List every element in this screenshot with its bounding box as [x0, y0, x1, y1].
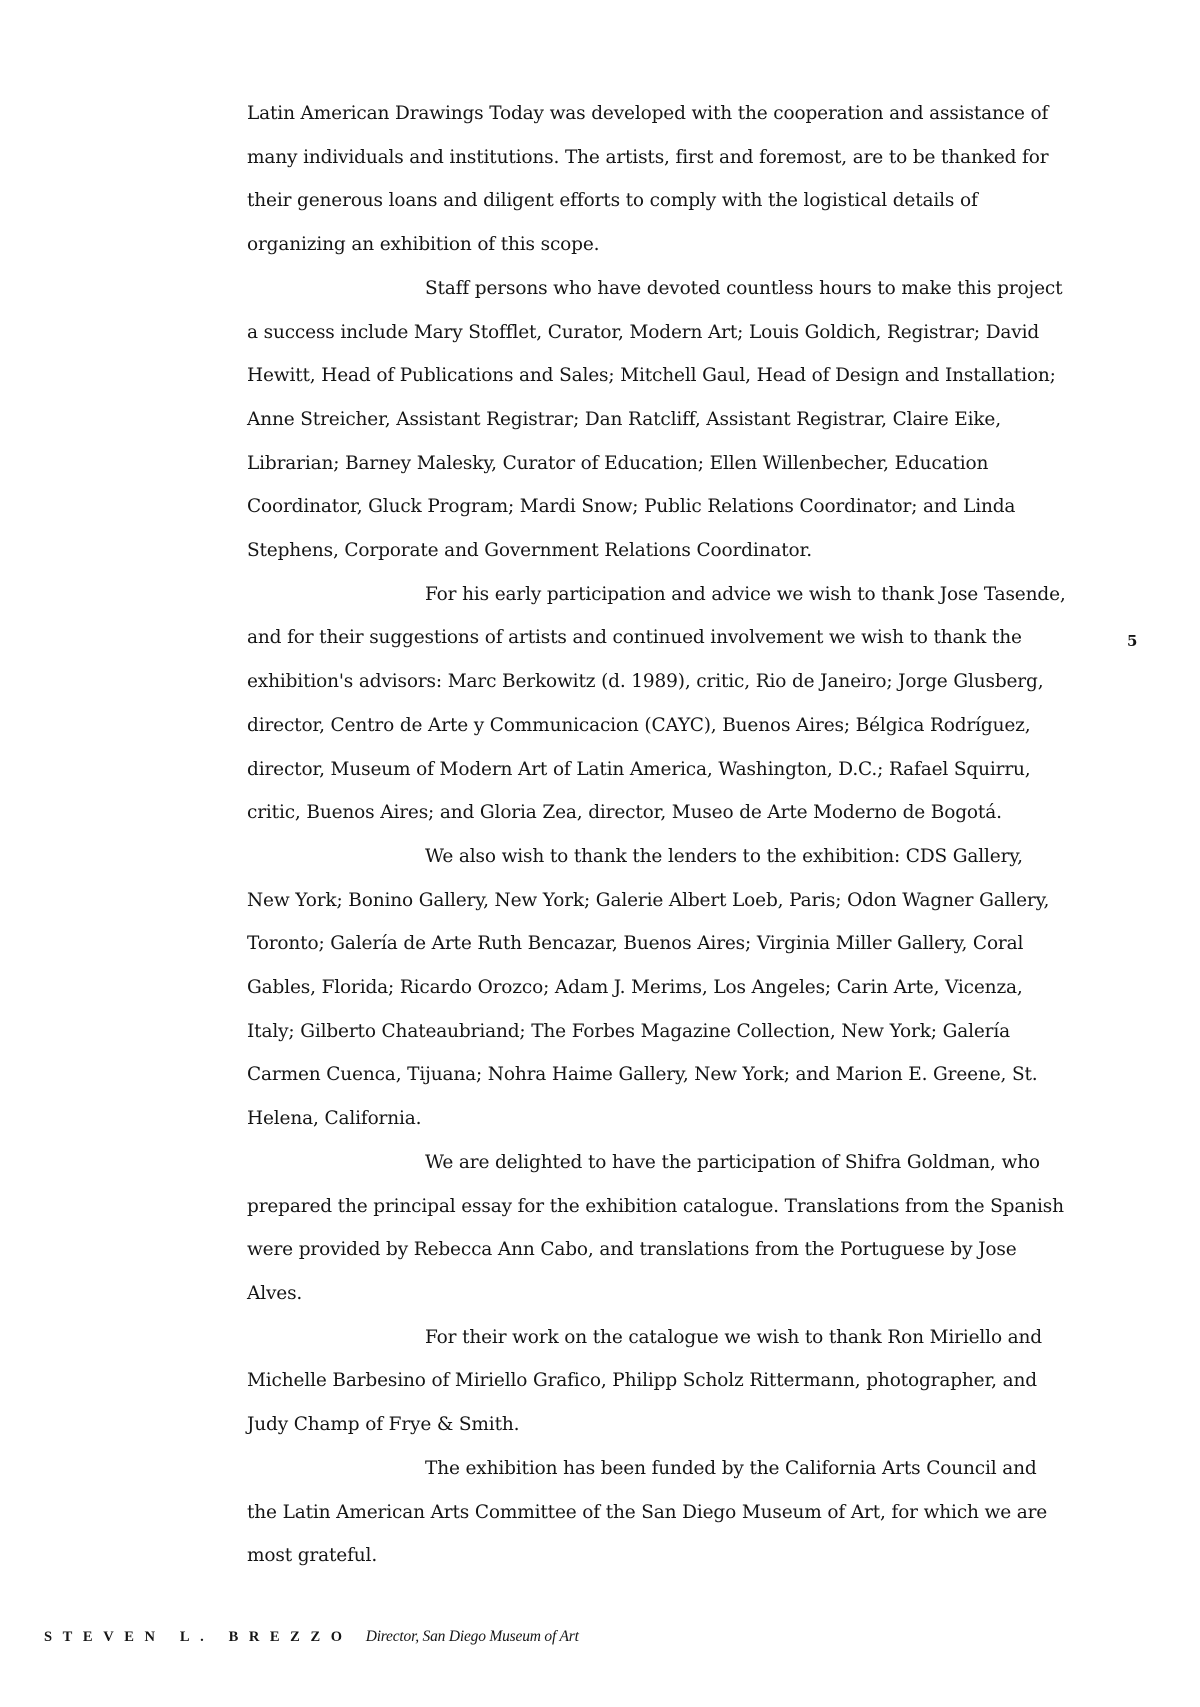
- paragraph-staff: Staff persons who have devoted countless hours to make this project a success include Mary Stofflet, Curator, Modern Art; Louis Goldich, Registrar; David Hewitt, Head of Publications and Sales; Mitchell Gaul, Head of Design and Installation; Anne Streicher, Assistant Registrar; Dan Ratcliff, Assistant Registrar, Claire Eike, Librarian; Barney Malesky, Curator of Education; Ellen Willenbecher, Education Coordinator, Gluck Program; Mardi Snow; Public Relations Coordinator; and Linda Stephens, Corporate and Government Relations Coordinator.: [247, 277, 1063, 562]
- paragraph-essay: We are delighted to have the participation of Shifra Goldman, who prepared the principal essay for the exhibition catalogue. Translations from the Spanish were provided by Rebecca Ann Cabo, and translations from the Portuguese by Jose Alves.: [247, 1151, 1064, 1304]
- acknowledgements-text: [247, 92, 1067, 1578]
- paragraph-lenders: We also wish to thank the lenders to the exhibition: CDS Gallery, New York; Bonino Gallery, New York; Galerie Albert Loeb, Paris; Odon Wagner Gallery, Toronto; Galería de Arte Ruth Bencazar, Buenos Aires; Virginia Miller Gallery, Coral Gables, Florida; Ricardo Orozco; Adam J. Merims, Los Angeles; Carin Arte, Vicenza, Italy; Gilberto Chateaubriand; The Forbes Magazine Collection, New York; Galería Carmen Cuenca, Tijuana; Nohra Haime Gallery, New York; and Marion E. Greene, St. Helena, California.: [247, 845, 1050, 1130]
- page-number: 5: [1127, 632, 1138, 650]
- signature-name: STEVEN L. BREZZO: [44, 1629, 353, 1645]
- paragraph-funding: The exhibition has been funded by the California Arts Council and the Latin American Arts Committee of the San Diego Museum of Art, for which we are most grateful.: [247, 1457, 1048, 1567]
- paragraph-advisors: For his early participation and advice we wish to thank Jose Tasende, and for their suggestions of artists and continued involvement we wish to thank the exhibition's advisors: Marc Berkowitz (d. 1989), critic, Rio de Janeiro; Jorge Glusberg, director, Centro de Arte y Communicacion (CAYC), Buenos Aires; Bélgica Rodríguez, director, Museum of Modern Art of Latin America, Washington, D.C.; Rafael Squirru, critic, Buenos Aires; and Gloria Zea, director, Museo de Arte Moderno de Bogotá.: [247, 583, 1066, 824]
- paragraph-intro: Latin American Drawings Today was developed with the cooperation and assistance of many individuals and institutions. The artists, first and foremost, are to be thanked for their generous loans and diligent efforts to comply with the logistical details of organizing an exhibition of this scope.: [247, 103, 1049, 256]
- signature-title: Director, San Diego Museum of Art: [365, 1628, 579, 1645]
- paragraph-catalogue: For their work on the catalogue we wish to thank Ron Miriello and Michelle Barbesino of Miriello Grafico, Philipp Scholz Rittermann, photographer, and Judy Champ of Frye & Smith.: [247, 1326, 1043, 1436]
- signature: [44, 1626, 579, 1646]
